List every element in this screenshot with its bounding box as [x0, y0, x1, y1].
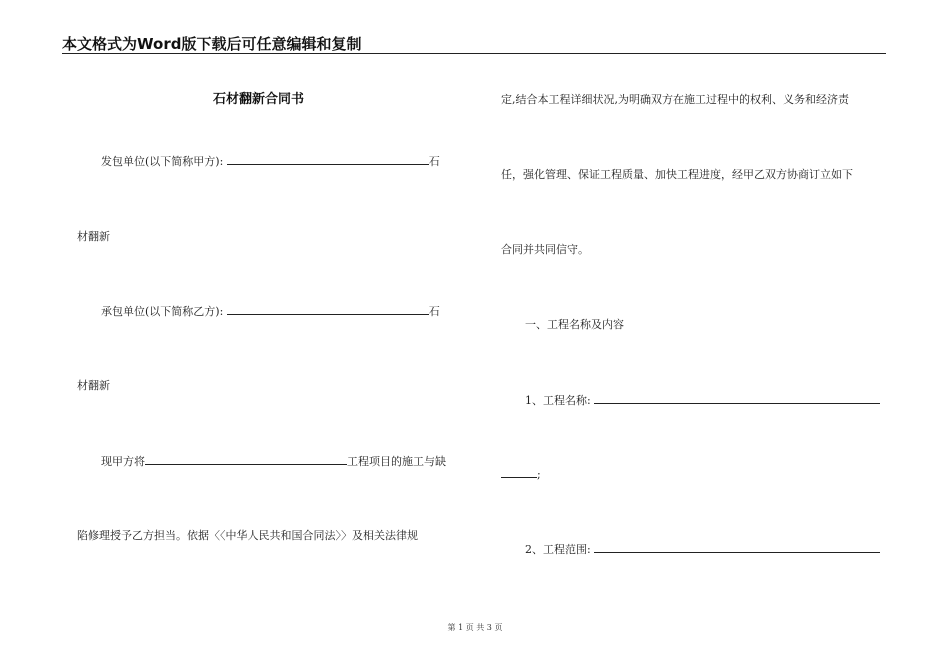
intro-suffix: 工程项目的施工与缺	[347, 455, 446, 468]
intro-prefix: 现甲方将	[101, 455, 145, 468]
document-title: 石材翻新合同书	[213, 92, 305, 107]
right-line-1: 定,结合本工程详细状况,为明确双方在施工过程中的权利、义务和经济责	[501, 93, 849, 106]
item-1-line	[525, 393, 880, 408]
party-a-continued: 材翻新	[77, 230, 110, 243]
party-a-blank	[227, 154, 429, 165]
party-a-label: 发包单位(以下简称甲方):	[101, 155, 224, 168]
party-a-line	[101, 154, 440, 169]
item-1-continued	[501, 467, 541, 482]
project-blank	[145, 454, 347, 465]
intro-line-2: 陷修理授予乙方担当。依据〈〈中华人民共和国合同法〉〉及相关法律规	[77, 529, 418, 542]
party-b-label: 承包单位(以下简称乙方):	[101, 305, 224, 318]
item-1-end: ;	[537, 468, 541, 481]
right-line-2: 任，强化管理、保证工程质量、加快工程进度，经甲乙双方协商订立如下	[501, 168, 853, 181]
page-number: 第 1 页 共 3 页	[447, 623, 503, 632]
party-a-suffix: 石	[428, 155, 440, 168]
party-b-line	[101, 304, 440, 319]
item-2-label: 2、工程范围:	[525, 543, 591, 556]
document-header: 本文格式为Word版下载后可任意编辑和复制	[62, 35, 362, 53]
section-1-heading: 一、工程名称及内容	[525, 318, 624, 331]
header-divider	[62, 53, 886, 54]
party-b-blank	[227, 304, 429, 315]
project-name-blank-cont	[501, 467, 537, 478]
party-b-suffix: 石	[428, 305, 440, 318]
party-b-continued: 材翻新	[77, 379, 110, 392]
item-2-line	[525, 542, 880, 557]
project-name-blank	[594, 393, 880, 404]
item-1-label: 1、工程名称:	[525, 394, 591, 407]
project-scope-blank	[594, 542, 880, 553]
intro-line	[101, 454, 446, 469]
right-line-3: 合同并共同信守。	[501, 243, 589, 256]
